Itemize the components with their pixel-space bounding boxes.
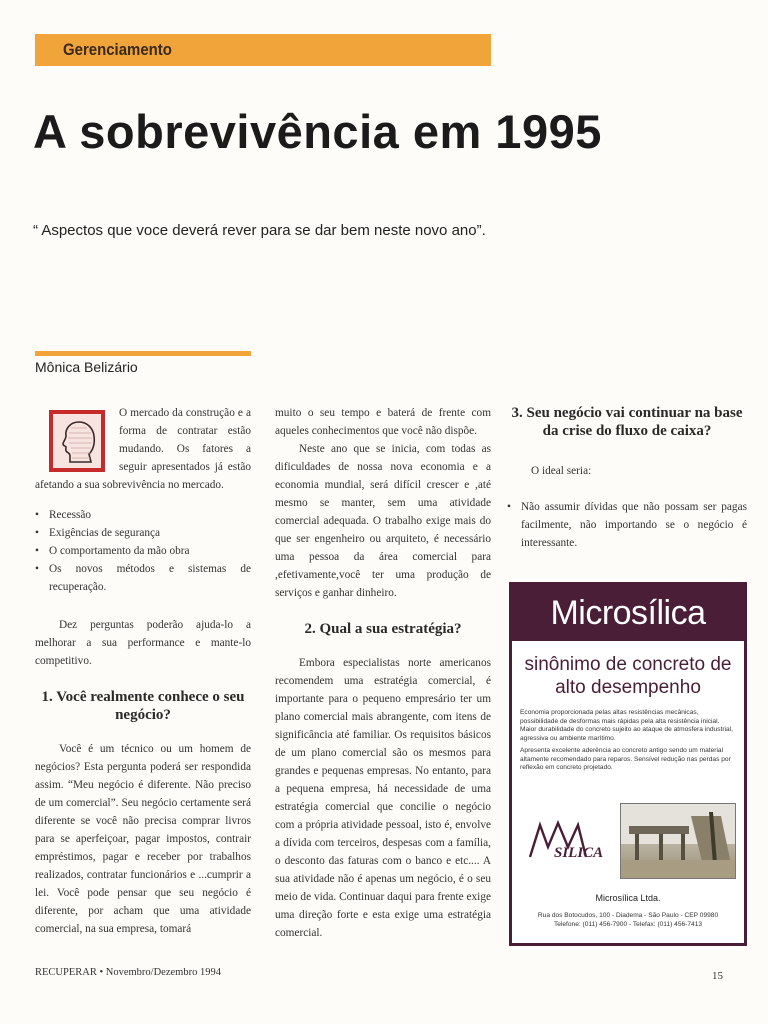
list-item: • Os novos métodos e sistemas de recuperação.: [35, 560, 251, 596]
col1-paragraph-2: Dez perguntas poderão ajuda-lo a melhorar a sua performance e mante-lo competitivo.: [35, 619, 251, 667]
ad-text-2: Apresenta excelente aderência ao concreto antigo sendo um material altamente recomendado para reparos. Sensível redução nas perdas por reflexão em concreto projetado.: [520, 747, 731, 771]
ad-body: [520, 709, 736, 773]
question-3-heading: 3. Seu negócio vai continuar na base da crise do fluxo de caixa?: [511, 405, 743, 439]
col3-paragraph-1: O ideal seria:: [531, 465, 592, 477]
silica-logo: [524, 817, 608, 865]
column-2: [275, 404, 491, 942]
list-item: • Recessão: [35, 506, 251, 524]
col1-paragraph-3: Você é um técnico ou um homem de negócios? Esta pergunta poderá ser respondida assim. “Meu negócio é diferente. Não preciso de um comercial”. Seu negócio certamente será diferente se você não precisa comprar livros para se aperfeiçoar, pagar impostos, contrair empréstimos, pagar e receber por trabalhos realizados, contratar funcionários e ...cumprir a lei. Você pode pensar que seu negócio é diferente, por acham que uma atividade comercial, na sua empresa, tomará: [35, 743, 251, 935]
page-number: 15: [712, 970, 723, 982]
author-divider: [35, 351, 251, 356]
list-item: • Não assumir dívidas que não possam ser pagas facilmente, não importando se o negócio é interessante.: [507, 498, 747, 552]
question-2-heading: 2. Qual a sua estratégia?: [304, 621, 462, 637]
section-label: Gerenciamento: [63, 40, 172, 59]
ideal-list: [507, 498, 747, 552]
ad-brand: Microsílica: [550, 593, 706, 632]
ad-contact: [512, 911, 744, 929]
head-profile-icon: [53, 414, 101, 468]
col2-paragraph-2: Neste ano que se inicia, com todas as dificuldades de nossa nova economia e a economia mundial, será difícil crescer e ,até mesmo se manter, sem uma atividade comercial adequada. O trabalho exige mais do que ser engenheiro ou arquiteto, é necessário uma pessoa da área comercial para ,efetivamente,você ter uma produção de serviços e ganhar dinheiro.: [275, 443, 491, 599]
ad-logo-text: SÍLICA: [554, 845, 604, 861]
author-name: Mônica Belizário: [35, 359, 138, 375]
construction-photo: [620, 803, 736, 879]
footer-publication: RECUPERAR • Novembro/Dezembro 1994: [35, 967, 221, 978]
ad-address-line: Rua dos Botocudos, 100 - Diadema - São Paulo - CEP 09980: [537, 912, 719, 919]
col2-paragraph-3: Embora especialistas norte americanos recomendem uma estratégia comercial, é importante para o pequeno empresário ter um plano comercial mais abrangente, com itens de significância até familiar. Os requisitos básicos de um plano comercial são os mesmos para grandes e pequenas empresas. No entanto, para a pequena empresa, há necessidade de uma estratégia comercial que concilie o negócio com a própria atividade pessoal, isto é, envolve a dívida com terceiros, despesas com a família, o desconto das faturas com o banco e etc.... A sua atividade não é apenas um negócio, é o seu meio de vida. Continuar daqui para frente exige uma direção forte e esta exige uma estratégia comercial.: [275, 657, 491, 939]
col1-intro: O mercado da construção e a forma de contratar estão mudando. Os fatores a seguir apresentados já estão afetando a sua sobrevivência no mercado.: [35, 407, 251, 491]
ad-company-name: Microsílica Ltda.: [595, 893, 661, 903]
ad-text-1: Economia proporcionada pelas altas resistências mecânicas, possibilidade de desformas mais rápidas pela alta resistência inicial. Maior durabilidade do concreto sujeito ao ataque de atmosfera industrial, agressiva ou ambiente marítimo.: [520, 709, 733, 742]
column-1: [35, 404, 251, 938]
question-1-heading: 1. Você realmente conhece o seu negócio?: [41, 689, 245, 723]
column-3: [507, 404, 747, 572]
col2-paragraph-1: muito o seu tempo e baterá de frente com aqueles conhecimentos que você não dispõe.: [275, 407, 491, 437]
ad-tagline: sinônimo de concreto de alto desempenho: [524, 654, 732, 698]
factors-list: [35, 506, 251, 596]
article-subtitle: “ Aspectos que voce deverá rever para se dar bem neste novo ano”.: [33, 222, 486, 239]
author-avatar: [49, 410, 105, 472]
list-item: • O comportamento da mão obra: [35, 542, 251, 560]
article-headline: A sobrevivência em 1995: [33, 105, 602, 158]
microsilica-advertisement: [509, 582, 747, 946]
ad-phones-line: Telefone: (011) 456-7900 - Telefax: (011) 456-7413: [553, 921, 703, 928]
section-tag: [35, 34, 491, 66]
ad-header: [512, 585, 744, 641]
list-item: • Exigências de segurança: [35, 524, 251, 542]
